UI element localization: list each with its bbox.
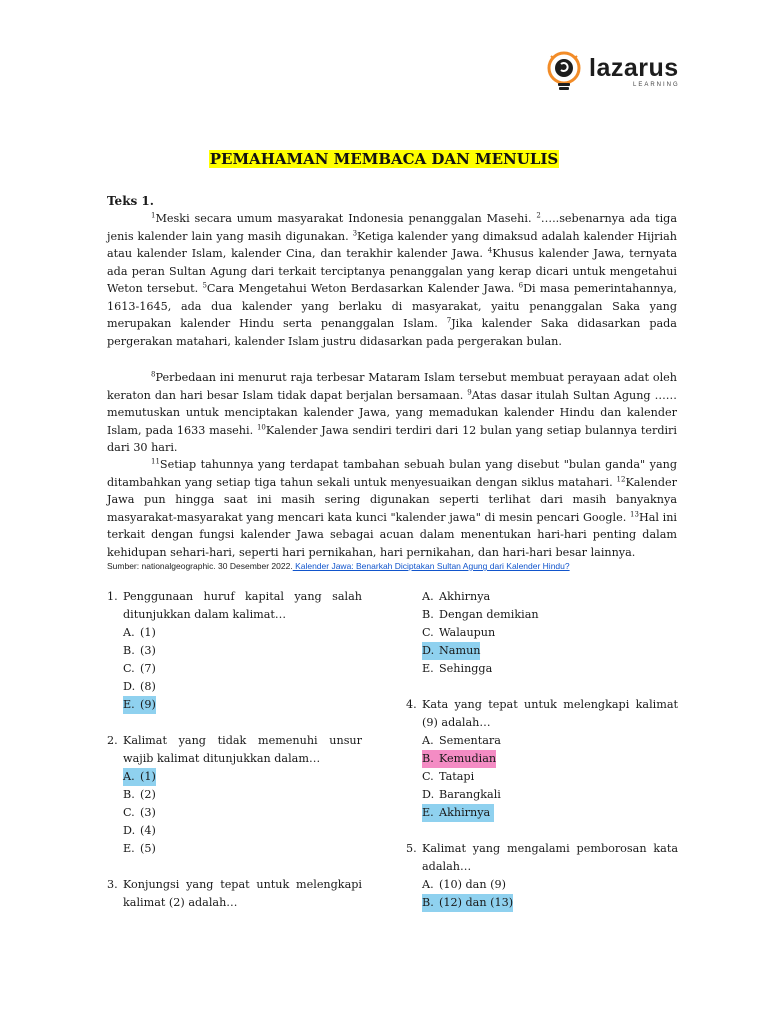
lazarus-logo	[545, 50, 680, 94]
questions-left-column	[107, 588, 362, 930]
paragraph-1	[107, 210, 677, 350]
option-text: (3)	[140, 806, 156, 819]
option-text: Dengan demikian	[439, 608, 539, 621]
sentence-text: Setiap tahunnya yang terdapat tambahan sebuah bulan yang disebut "bulan ganda" yang ditambahkan yang setiap tiga tahun sekali untuk menyesuaikan dengan siklus matahari.	[107, 458, 677, 489]
source-citation	[107, 561, 570, 571]
answer-options	[123, 768, 362, 858]
answer-option[interactable]	[422, 804, 678, 822]
answer-option[interactable]	[123, 660, 362, 678]
option-letter: C.	[123, 662, 135, 675]
sentence-text: Hal ini terkait dengan fungsi kalender Jawa sebagai acuan dalam menentukan hari-hari penting dalam kehidupan sehari-hari, seperti hari pernikahan, hari pernikahan, dan hari-hari besar lainnya.	[107, 510, 677, 559]
answer-option[interactable]	[123, 822, 362, 840]
option-text: Kemudian	[439, 752, 497, 765]
answer-option[interactable]	[422, 606, 678, 624]
question-item	[107, 876, 362, 912]
question-number: 4.	[406, 698, 417, 711]
answer-options	[422, 732, 678, 822]
answer-option[interactable]	[123, 642, 362, 660]
option-text: (5)	[140, 842, 156, 855]
question-item	[406, 588, 678, 678]
sentence-text: Atas dasar itulah Sultan Agung …… memutuskan untuk menciptakan kalender Jawa, yang memadukan kalender Hindu dan kalender Islam, pada 1633 masehi.	[107, 388, 677, 437]
answer-option[interactable]	[422, 642, 678, 660]
option-letter: C.	[422, 770, 434, 783]
option-letter: A.	[123, 770, 135, 783]
option-letter: B.	[422, 896, 434, 909]
sentence-number: 5	[202, 281, 207, 290]
sentence-text: Meski secara umum masyarakat Indonesia penanggalan Masehi.	[155, 212, 537, 225]
option-letter: D.	[123, 680, 136, 693]
sentence-number: 3	[352, 228, 358, 237]
option-letter: C.	[123, 806, 135, 819]
lightbulb-logo-icon	[545, 50, 583, 94]
logo-wordmark: lazarus	[589, 54, 679, 82]
sentence-number: 13	[630, 509, 639, 518]
text-label: Teks 1.	[107, 194, 154, 208]
answer-option[interactable]	[422, 768, 678, 786]
option-letter: A.	[422, 590, 434, 603]
option-text: Tatapi	[439, 770, 475, 783]
answer-option[interactable]	[422, 876, 678, 894]
answer-options	[422, 588, 678, 678]
option-text: (1)	[140, 626, 156, 639]
sentence-number: 12	[616, 474, 626, 483]
questions-right-column	[406, 588, 678, 930]
option-text: Sehingga	[439, 662, 493, 675]
option-letter: D.	[422, 788, 435, 801]
sentence-number: 1	[151, 211, 156, 220]
question-item	[107, 732, 362, 858]
option-text: Barangkali	[439, 788, 501, 801]
answer-option[interactable]	[123, 624, 362, 642]
option-text: Walaupun	[439, 626, 496, 639]
option-text: Akhirnya	[439, 590, 491, 603]
option-text: (4)	[140, 824, 156, 837]
question-number: 2.	[107, 734, 118, 747]
sentence-text: Khusus kalender Jawa, ternyata ada peran Sultan Agung dari terkait terciptanya penanggalan yang kerap dicari untuk mengetahui Weton tersebut.	[107, 247, 678, 295]
option-letter: E.	[422, 806, 434, 819]
sentence-text: Kalender Jawa sendiri terdiri dari 12 bulan yang setiap bulannya terdiri dari 30 hari.	[107, 423, 677, 454]
option-letter: E.	[123, 842, 135, 855]
option-letter: B.	[123, 644, 135, 657]
question-text: Konjungsi yang tepat untuk melengkapi kalimat (2) adalah…	[123, 878, 362, 909]
option-text: (10) dan (9)	[439, 878, 506, 891]
answer-option[interactable]	[422, 588, 678, 606]
sentence-text: Cara Mengetahui Weton Berdasarkan Kalender Jawa.	[206, 282, 519, 295]
answer-option[interactable]	[123, 696, 362, 714]
option-text: (8)	[140, 680, 156, 693]
source-link[interactable]: Kalender Jawa: Benarkah Diciptakan Sultan Agung dari Kalender Hindu?	[292, 561, 570, 571]
question-number: 1.	[107, 590, 118, 603]
sentence-number: 11	[151, 457, 160, 466]
sentence-number: 2	[536, 211, 541, 220]
answer-option[interactable]	[123, 804, 362, 822]
logo-subtitle: LEARNING	[633, 82, 680, 88]
answer-option[interactable]	[123, 840, 362, 858]
question-number: 3.	[107, 878, 118, 891]
question-text: Kata yang tepat untuk melengkapi kalimat (9) adalah…	[422, 698, 678, 729]
option-letter: A.	[123, 626, 135, 639]
sentence-text: Perbedaan ini menurut raja terbesar Mataram Islam tersebut membuat perayaan adat oleh keraton dan hari besar Islam tidak dapat berjalan bersamaan.	[107, 371, 677, 402]
answer-option[interactable]	[422, 624, 678, 642]
option-letter: C.	[422, 626, 434, 639]
answer-options	[123, 624, 362, 714]
paragraph-3	[107, 456, 677, 561]
question-number: 5.	[406, 842, 417, 855]
answer-option[interactable]	[422, 660, 678, 678]
option-text: Akhirnya	[439, 806, 494, 819]
option-letter: B.	[123, 788, 135, 801]
option-text: Sementara	[439, 734, 501, 747]
option-text: (7)	[140, 662, 156, 675]
option-letter: E.	[422, 662, 434, 675]
option-letter: A.	[422, 878, 434, 891]
question-text: Kalimat yang tidak memenuhi unsur wajib kalimat ditunjukkan dalam…	[123, 734, 362, 765]
sentence-text: …..sebenarnya ada tiga jenis kalender lain yang masih digunakan.	[107, 212, 677, 243]
answer-option[interactable]	[422, 750, 678, 768]
option-text: Namun	[439, 644, 481, 657]
sentence-number: 4	[487, 246, 493, 255]
sentence-number: 6	[518, 281, 524, 290]
answer-options	[422, 876, 678, 912]
answer-option[interactable]	[123, 768, 362, 786]
sentence-text: Kalender Jawa pun hingga saat ini masih sering digunakan seperti terlihat dari masih banyaknya masyarakat-masyarakat yang mencari kata kunci "kalender jawa" di mesin pencari Google.	[107, 475, 677, 524]
sentence-text: Ketiga kalender yang dimaksud adalah kalender Hijriah atau kalender Islam, kalender Cina, dan terakhir kalender Jawa.	[107, 229, 677, 260]
sentence-text: Di masa pemerintahannya, 1613-1645, ada dua kalender yang berlaku di masyarakat, yaitu penanggalan Saka yang merupakan kalender Hindu serta penanggalan Islam.	[107, 282, 677, 330]
option-letter: D.	[422, 644, 435, 657]
sentence-number: 7	[446, 316, 452, 325]
option-letter: B.	[422, 752, 434, 765]
option-letter: E.	[123, 698, 135, 711]
answer-option[interactable]	[123, 678, 362, 696]
sentence-number: 8	[151, 370, 156, 379]
sentence-number: 10	[256, 422, 266, 431]
question-text: Kalimat yang mengalami pemborosan kata adalah…	[422, 842, 678, 873]
sentence-number: 9	[467, 387, 472, 396]
source-prefix: Sumber: nationalgeographic. 30 Desember 2022.	[107, 561, 293, 571]
paragraph-2	[107, 369, 677, 457]
sentence-text: Jika kalender Saka didasarkan pada pergerakan matahari, kalender Islam justru didasarkan pada pergerakan bulan.	[107, 317, 677, 348]
question-item	[406, 840, 678, 912]
page-title: PEMAHAMAN MEMBACA DAN MENULIS	[209, 150, 559, 168]
answer-option[interactable]	[422, 786, 678, 804]
question-item	[406, 696, 678, 822]
option-text: (9)	[140, 698, 156, 711]
option-text: (12) dan (13)	[439, 896, 514, 909]
option-text: (3)	[140, 644, 156, 657]
answer-option[interactable]	[123, 786, 362, 804]
question-text: Penggunaan huruf kapital yang salah ditunjukkan dalam kalimat…	[123, 590, 362, 621]
option-text: (1)	[140, 770, 156, 783]
question-item	[107, 588, 362, 714]
option-letter: A.	[422, 734, 434, 747]
answer-option[interactable]	[422, 894, 678, 912]
option-letter: D.	[123, 824, 136, 837]
option-letter: B.	[422, 608, 434, 621]
answer-option[interactable]	[422, 732, 678, 750]
option-text: (2)	[140, 788, 156, 801]
